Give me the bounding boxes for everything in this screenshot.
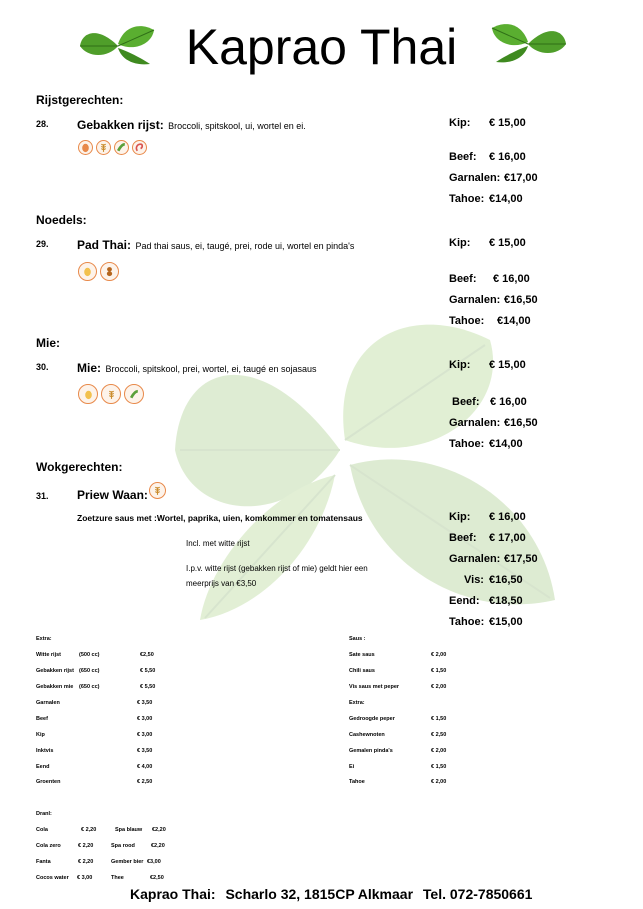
footer-address: Scharlo 32, 1815CP Alkmaar (225, 886, 414, 902)
dish-number: 30. (36, 362, 49, 372)
list-item: Gemalen pinda's (349, 748, 393, 754)
dish-note: meerprijs van €3,50 (186, 579, 257, 588)
list-item: Spa blauw (115, 827, 143, 833)
price-row: Tahoe: €15,00 (449, 616, 523, 628)
list-item-price: €2,50 (140, 652, 154, 658)
price-row: Kip: € 15,00 (449, 117, 526, 129)
section-title-wok: Wokgerechten: (36, 460, 123, 474)
list-item: Tahoe (349, 779, 365, 785)
list-item: Gebakken mie (36, 684, 74, 690)
dish-name: Mie: (77, 361, 101, 375)
wheat-icon (96, 140, 111, 155)
list-item: Gember bier (111, 859, 144, 865)
basil-leaf-right-icon (488, 20, 568, 64)
price-row: Garnalen: €17,50 (449, 553, 538, 565)
list-item-qty: (650 cc) (79, 684, 100, 690)
price-row: Tahoe: €14,00 (449, 438, 523, 450)
drinks-title: Dranl: (36, 811, 52, 817)
list-item-price: €2,20 (152, 827, 166, 833)
shrimp-icon (132, 140, 147, 155)
dish-description: Broccoli, spitskool, prei, wortel, ei, taugé en sojasaus (105, 364, 317, 374)
list-item-price: € 2,00 (431, 652, 447, 658)
dish-name: Pad Thai: (77, 238, 132, 252)
dish-note: Incl. met witte rijst (186, 539, 250, 548)
price-row: Beef: € 16,00 (449, 273, 530, 285)
price-row: Garnalen: €16,50 (449, 417, 538, 429)
list-item-price: € 1,50 (431, 764, 447, 770)
page-title: Kaprao Thai (185, 19, 458, 75)
list-item-price: € 1,50 (431, 668, 447, 674)
list-item-price: € 5,50 (140, 668, 156, 674)
list-item-price: € 2,00 (431, 684, 447, 690)
list-item-qty: (650 cc) (79, 668, 100, 674)
price-row: Kip: € 16,00 (449, 511, 526, 523)
peas-icon (114, 140, 129, 155)
list-item-price: € 3,50 (137, 700, 153, 706)
footer (130, 886, 532, 902)
list-item-price: € 2,20 (78, 843, 94, 849)
list-item: Cola (36, 827, 48, 833)
list-item: Garnalen (36, 700, 60, 706)
list-item-price: € 2,50 (137, 779, 153, 785)
egg-icon (78, 384, 98, 404)
list-item: Vis saus met peper (349, 684, 400, 690)
list-item-price: €2,50 (150, 875, 164, 881)
list-item: Cashewnoten (349, 732, 385, 738)
peas-icon (124, 384, 144, 404)
price-row: Tahoe: €14,00 (449, 193, 523, 205)
list-item-price: € 4,00 (137, 764, 153, 770)
list-item-price: € 1,50 (431, 716, 447, 722)
list-item: Witte rijst (36, 652, 62, 658)
section-title-rijst: Rijstgerechten: (36, 93, 124, 107)
dish-30 (77, 359, 317, 377)
peanut-icon (100, 262, 119, 281)
section-title-mie: Mie: (36, 336, 60, 350)
price-row: Kip: € 15,00 (449, 237, 526, 249)
section-title-noedels: Noedels: (36, 213, 87, 227)
list-item-price: € 5,50 (140, 684, 156, 690)
extra-title: Extra: (349, 700, 365, 706)
list-item: Gedroogde peper (349, 716, 395, 722)
allergen-icons (78, 262, 119, 281)
list-item: Spa rood (111, 843, 135, 849)
dish-number: 29. (36, 239, 49, 249)
list-item-price: € 2,50 (431, 732, 447, 738)
list-item-price: € 2,00 (431, 748, 447, 754)
wheat-icon (101, 384, 121, 404)
dish-number: 28. (36, 119, 49, 129)
footer-phone: Tel. 072-7850661 (422, 886, 533, 902)
price-row: Eend: €18,50 (449, 595, 523, 607)
list-item-qty: (500 cc) (79, 652, 100, 658)
price-row: Tahoe: €14,00 (449, 315, 531, 327)
allergen-icons (78, 140, 147, 155)
price-row: Garnalen: €16,50 (449, 294, 538, 306)
dish-description: Zoetzure saus met :Wortel, paprika, uien, komkommer en tomatensaus (77, 513, 363, 523)
list-item: Ei (349, 764, 355, 770)
list-item-price: € 3,00 (77, 875, 93, 881)
list-item-price: € 2,20 (81, 827, 97, 833)
dish-description: Pad thai saus, ei, taugé, prei, rode ui, wortel en pinda's (135, 241, 355, 251)
allergen-icons (78, 384, 144, 404)
list-item: Thee (111, 875, 124, 881)
dish-29 (77, 236, 354, 254)
price-row: Vis: €16,50 (464, 574, 523, 586)
extra-title: Extra: (36, 636, 52, 642)
list-item: Chili saus (349, 668, 375, 674)
price-row: Beef: € 16,00 (452, 396, 527, 408)
list-item: Cocos water (36, 875, 69, 881)
dish-description: Broccoli, spitskool, ui, wortel en ei. (168, 121, 306, 131)
price-row: Beef: € 17,00 (449, 532, 526, 544)
list-item-price: € 3,00 (137, 716, 153, 722)
price-row: Kip: € 15,00 (449, 359, 526, 371)
list-item: Cola zero (36, 843, 61, 849)
list-item: Gebakken rijst (36, 668, 74, 674)
list-item-price: € 2,00 (431, 779, 447, 785)
footer-name: Kaprao Thai: (130, 886, 216, 902)
list-item: Sate saus (349, 652, 375, 658)
list-item: Inktvis (36, 748, 54, 754)
list-item: Kip (36, 732, 45, 738)
dish-note: I.p.v. witte rijst (gebakken rijst of mie) geldt hier een (186, 564, 368, 573)
dish-28 (77, 116, 306, 134)
list-item-price: €2,20 (151, 843, 165, 849)
list-item: Eend (36, 764, 50, 770)
list-item-price: € 3,50 (137, 748, 153, 754)
list-item: Beef (36, 716, 48, 722)
list-item: Fanta (36, 859, 51, 865)
list-item: Groenten (36, 779, 61, 785)
price-row: Garnalen: €17,00 (449, 172, 538, 184)
list-item-price: €3,00 (147, 859, 161, 865)
dish-name: Gebakken rijst: (77, 118, 164, 132)
dish-name: Priew Waan: (77, 488, 148, 502)
price-row: Beef: € 16,00 (449, 151, 526, 163)
allergen-icons (149, 482, 166, 499)
egg-icon (78, 140, 93, 155)
egg-icon (78, 262, 97, 281)
dish-number: 31. (36, 491, 49, 501)
list-item-price: € 2,20 (78, 859, 94, 865)
saus-title: Saus : (349, 636, 366, 642)
wheat-icon (149, 482, 166, 499)
list-item-price: € 3,00 (137, 732, 153, 738)
